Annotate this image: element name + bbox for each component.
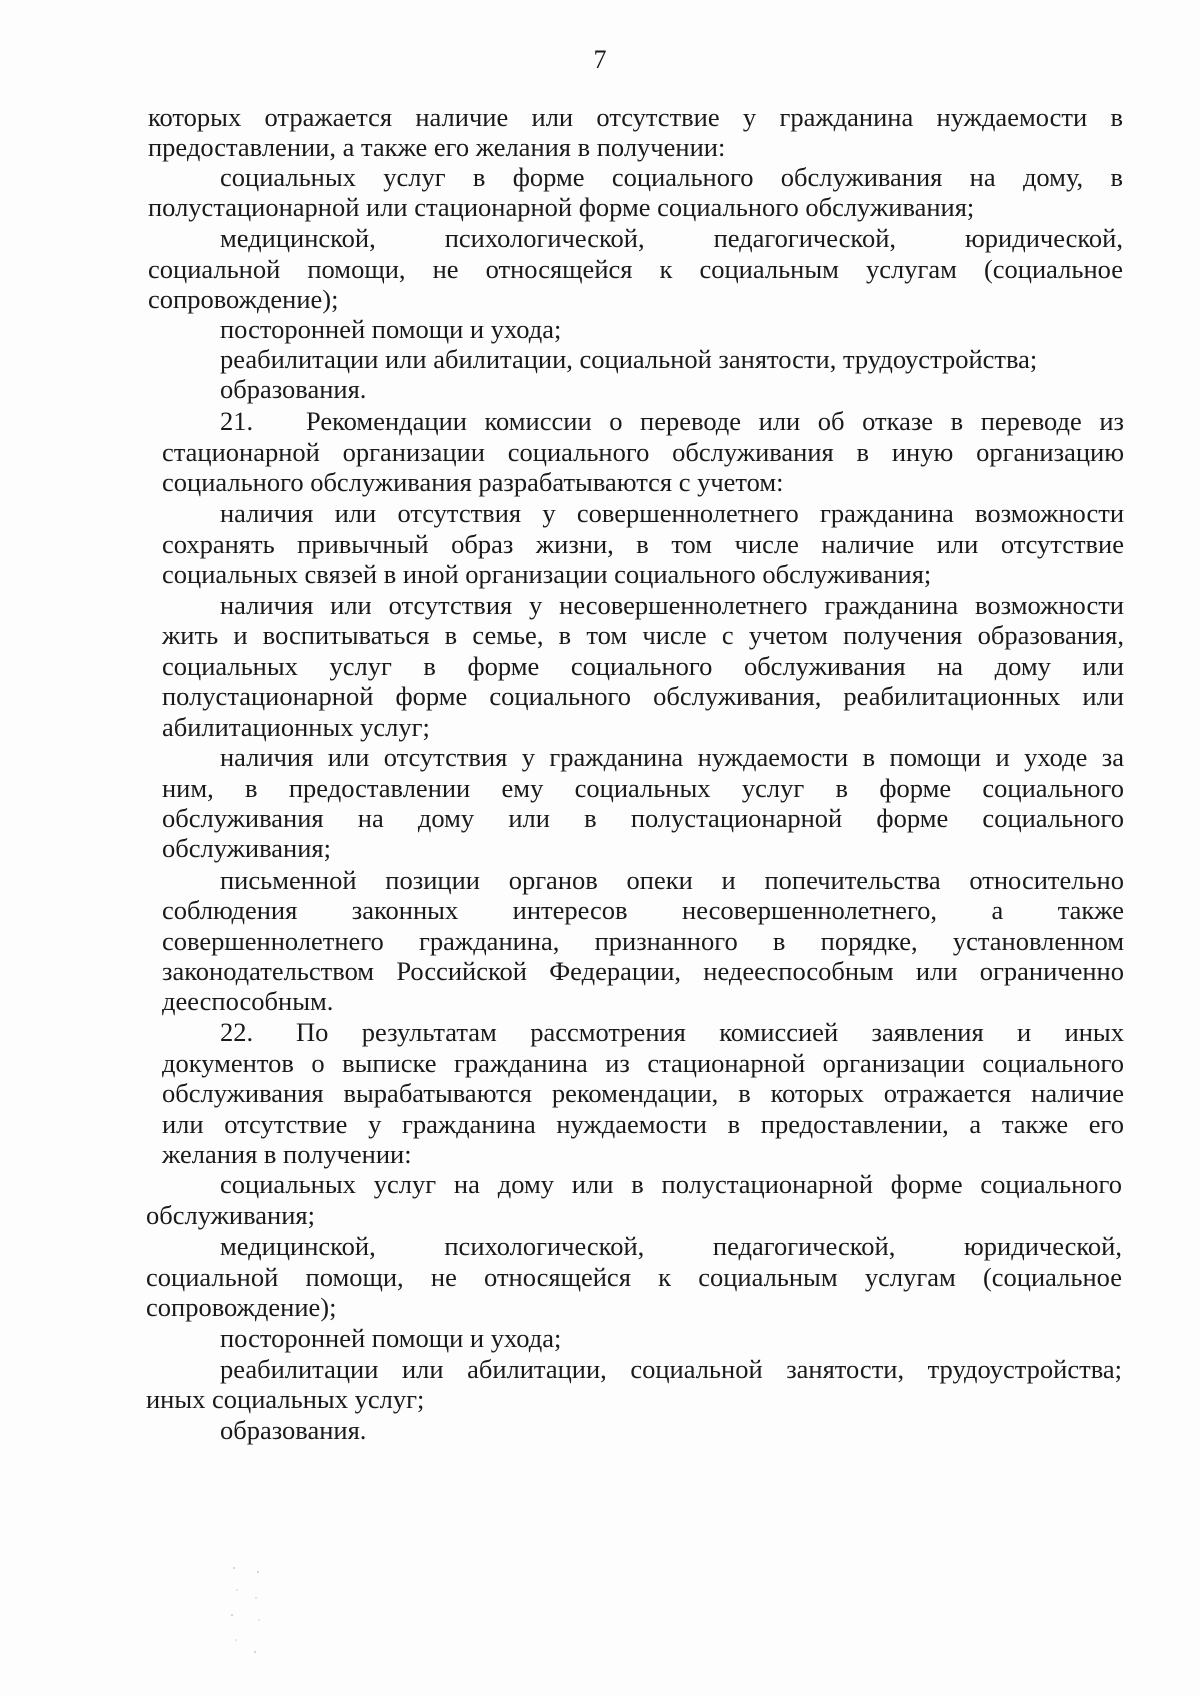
- text-line: или отсутствие у гражданина нуждаемости в предоставлении, а также его: [162, 1109, 1124, 1139]
- text-line: полустационарной форме социального обслуживания, реабилитационных или: [162, 681, 1124, 711]
- item-21-first-line: [220, 405, 1124, 437]
- text-line: жить и воспитываться в семье, в том числе с учетом получения образования,: [162, 620, 1124, 650]
- text-line: дееспособным.: [162, 986, 334, 1016]
- text-line: обслуживания;: [162, 833, 331, 863]
- text-line: медицинской, психологической, педагогической, юридической,: [220, 1231, 1122, 1261]
- text-line: посторонней помощи и ухода;: [220, 314, 562, 344]
- item-number: 22.: [220, 1017, 254, 1047]
- page-number: 7: [593, 45, 607, 74]
- text-line: сохранять привычный образ жизни, в том числе наличие или отсутствие: [162, 529, 1124, 559]
- text-line: По результатам рассмотрения комиссией заявления и иных: [296, 1017, 1124, 1047]
- text-line: соблюдения законных интересов несовершеннолетнего, а также: [162, 895, 1124, 925]
- text-line: наличия или отсутствия у гражданина нуждаемости в помощи и уходе за: [220, 742, 1124, 772]
- item-number: 21.: [220, 406, 254, 436]
- text-line: наличия или отсутствия у совершеннолетнего гражданина возможности: [220, 498, 1124, 528]
- text-line: Рекомендации комиссии о переводе или об отказе в переводе из: [306, 406, 1124, 436]
- text-line: обслуживания;: [146, 1200, 315, 1230]
- text-line: ним, в предоставлении ему социальных услуг в форме социального: [162, 773, 1124, 803]
- text-line: которых отражается наличие или отсутствие у гражданина нуждаемости в: [148, 102, 1123, 132]
- text-line: совершеннолетнего гражданина, признанного в порядке, установленном: [162, 926, 1124, 956]
- scan-specks: [228, 1560, 288, 1670]
- text-line: обслуживания на дому или в полустационарной форме социального: [162, 803, 1124, 833]
- text-line: посторонней помощи и ухода;: [220, 1323, 562, 1353]
- text-line: социальной помощи, не относящейся к социальным услугам (социальное: [146, 1262, 1122, 1292]
- text-line: социальных услуг в форме социального обслуживания на дому, в: [220, 162, 1123, 192]
- text-line: наличия или отсутствия у несовершеннолетнего гражданина возможности: [220, 590, 1124, 620]
- text-line: документов о выписке гражданина из стационарной организации социального: [162, 1048, 1124, 1078]
- text-line: желания в получении:: [162, 1139, 412, 1169]
- text-line: реабилитации или абилитации, социальной занятости, трудоустройства;: [220, 1354, 1122, 1384]
- text-line: абилитационных услуг;: [162, 712, 430, 742]
- text-line: сопровождение);: [148, 284, 339, 314]
- text-line: полустационарной или стационарной форме социального обслуживания;: [148, 192, 975, 222]
- text-line: законодательством Российской Федерации, недееспособным или ограниченно: [162, 956, 1124, 986]
- text-line: обслуживания вырабатываются рекомендации, в которых отражается наличие: [162, 1078, 1124, 1108]
- text-line: стационарной организации социального обслуживания в иную организацию: [162, 437, 1124, 467]
- text-line: сопровождение);: [146, 1292, 337, 1322]
- text-line: реабилитации или абилитации, социальной занятости, трудоустройства;: [220, 344, 1038, 374]
- text-line: социальных связей в иной организации социального обслуживания;: [162, 559, 932, 589]
- text-line: письменной позиции органов опеки и попечительства относительно: [220, 865, 1124, 895]
- text-line: иных социальных услуг;: [146, 1384, 425, 1414]
- text-line: образования.: [220, 374, 367, 404]
- text-line: социальных услуг на дому или в полустационарной форме социального: [220, 1169, 1122, 1199]
- item-22-first-line: [220, 1016, 1124, 1048]
- text-line: образования.: [220, 1415, 367, 1445]
- text-line: социальной помощи, не относящейся к социальным услугам (социальное: [148, 254, 1123, 284]
- text-line: социального обслуживания разрабатываются с учетом:: [162, 467, 784, 497]
- text-line: социальных услуг в форме социального обслуживания на дому или: [162, 651, 1124, 681]
- text-line: медицинской, психологической, педагогической, юридической,: [220, 223, 1123, 253]
- text-line: предоставлении, а также его желания в получении:: [148, 132, 726, 162]
